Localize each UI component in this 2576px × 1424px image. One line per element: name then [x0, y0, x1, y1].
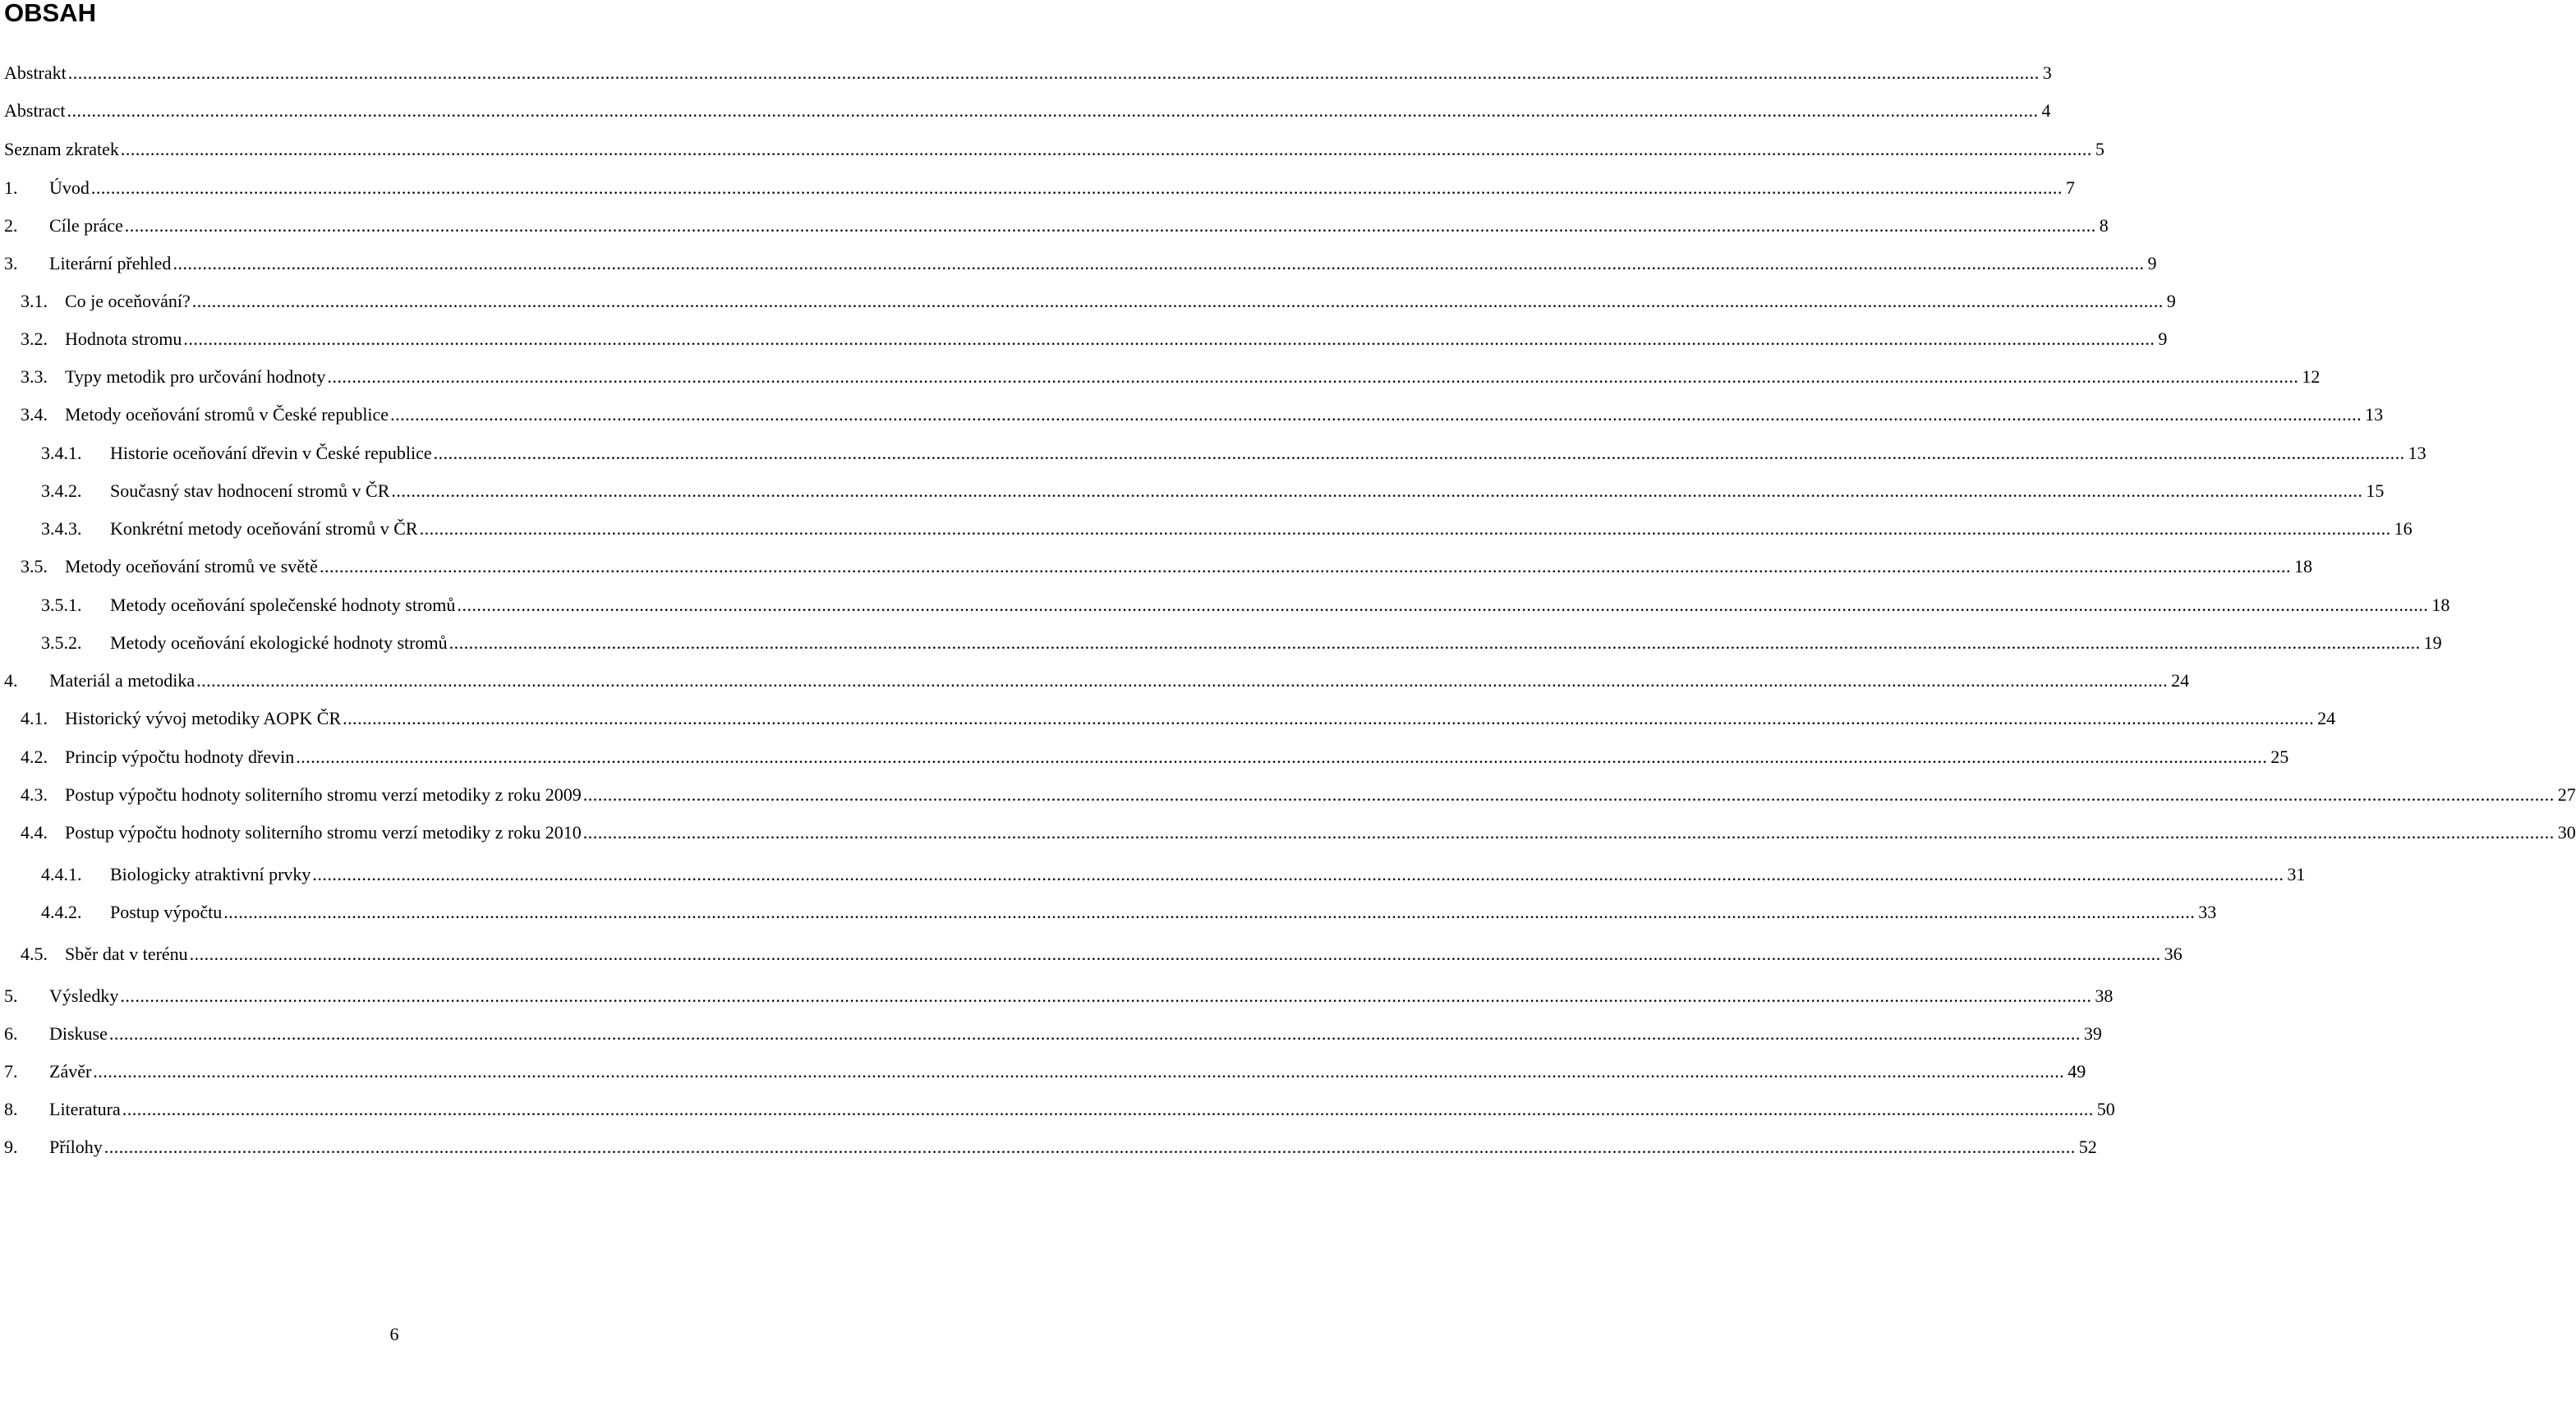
- toc-entry[interactable]: [21, 553, 2312, 581]
- toc-entry-page: 30: [2557, 822, 2576, 843]
- toc-entry-title: Metody oceňování společenské hodnoty stromů: [110, 595, 456, 615]
- toc-entry-page: 39: [2083, 1023, 2102, 1044]
- toc-entry-title: Hodnota stromu: [65, 328, 182, 349]
- toc-entry-page: 4: [2041, 100, 2051, 121]
- toc-dot-leader: ................................................................................................................................................................................................................................................................................................................................................................................................................: [327, 366, 2299, 387]
- toc-dot-leader: ................................................................................................................................................................................................................................................................................................................................................................................................................: [457, 595, 2429, 615]
- toc-entry-number: 4.5.: [21, 944, 48, 964]
- toc-entry-title: Literární přehled: [49, 253, 172, 273]
- toc-entry-page: 24: [2171, 670, 2190, 691]
- toc-entry-title: Seznam zkratek: [4, 139, 119, 159]
- toc-entry-title: Literatura: [49, 1099, 121, 1119]
- toc-entry-number: 3.2.: [21, 328, 48, 349]
- toc-entry-number: 4.2.: [21, 746, 48, 767]
- toc-dot-leader: ................................................................................................................................................................................................................................................................................................................................................................................................................: [120, 139, 2092, 159]
- toc-entry-page: 33: [2198, 902, 2217, 922]
- toc-dot-leader: ................................................................................................................................................................................................................................................................................................................................................................................................................: [67, 62, 2040, 83]
- toc-entry[interactable]: [4, 174, 2075, 202]
- toc-entry[interactable]: [41, 439, 2426, 467]
- toc-entry[interactable]: [21, 287, 2176, 315]
- toc-entry-title: Abstrakt: [4, 62, 67, 83]
- toc-dot-leader: ................................................................................................................................................................................................................................................................................................................................................................................................................: [390, 404, 2362, 425]
- toc-entry[interactable]: [41, 898, 2217, 926]
- toc-entry[interactable]: [4, 250, 2157, 278]
- toc-entry-title: Současný stav hodnocení stromů v ČR: [110, 480, 390, 501]
- toc-dot-leader: ................................................................................................................................................................................................................................................................................................................................................................................................................: [196, 670, 2169, 691]
- toc-dot-leader: ................................................................................................................................................................................................................................................................................................................................................................................................................: [191, 291, 2164, 311]
- toc-dot-leader: ................................................................................................................................................................................................................................................................................................................................................................................................................: [120, 985, 2092, 1006]
- toc-entry-page: 36: [2164, 944, 2183, 964]
- toc-dot-leader: ................................................................................................................................................................................................................................................................................................................................................................................................................: [67, 100, 2039, 121]
- toc-entry[interactable]: [41, 515, 2413, 543]
- toc-dot-leader: ................................................................................................................................................................................................................................................................................................................................................................................................................: [124, 215, 2096, 236]
- toc-entry-page: 49: [2068, 1061, 2086, 1082]
- toc-dot-leader: ................................................................................................................................................................................................................................................................................................................................................................................................................: [223, 902, 2196, 922]
- toc-entry-page: 50: [2096, 1099, 2115, 1119]
- toc-entry-title: Co je oceňování?: [65, 291, 191, 311]
- toc-entry-title: Přílohy: [49, 1137, 103, 1157]
- toc-entry-page: 27: [2557, 784, 2576, 805]
- toc-entry-page: 15: [2366, 480, 2385, 501]
- toc-entry-number: 4.4.1.: [41, 864, 82, 884]
- toc-entry-title: Biologicky atraktivní prvky: [110, 864, 311, 884]
- toc-entry-title: Konkrétní metody oceňování stromů v ČR: [110, 518, 418, 539]
- toc-entry-title: Postup výpočtu hodnoty soliterního stromu verzí metodiky z roku 2009: [65, 784, 582, 805]
- toc-entry[interactable]: [21, 325, 2168, 353]
- toc-entry-page: 24: [2317, 708, 2336, 728]
- toc-entry-title: Metody oceňování stromů ve světě: [65, 556, 318, 576]
- toc-entry-number: 4.3.: [21, 784, 48, 805]
- toc-entry-title: Metody oceňování stromů v České republice: [65, 404, 389, 425]
- toc-entry-title: Úvod: [49, 177, 90, 198]
- toc-entry-page: 16: [2394, 518, 2413, 539]
- toc-dot-leader: ................................................................................................................................................................................................................................................................................................................................................................................................................: [93, 1061, 2065, 1082]
- toc-entry-number: 3.4.: [21, 404, 48, 425]
- toc-entry-number: 7.: [4, 1061, 18, 1082]
- toc-entry[interactable]: [41, 591, 2450, 619]
- toc-dot-leader: ................................................................................................................................................................................................................................................................................................................................................................................................................: [104, 1137, 2076, 1157]
- toc-entry[interactable]: [21, 781, 2576, 809]
- toc-entry[interactable]: [4, 1020, 2102, 1048]
- toc-entry-number: 3.4.2.: [41, 480, 82, 501]
- toc-entry-number: 4.4.2.: [41, 902, 82, 922]
- toc-entry[interactable]: [4, 97, 2051, 125]
- toc-entry-title: Diskuse: [49, 1023, 108, 1044]
- toc-entry[interactable]: [21, 401, 2384, 429]
- toc-entry[interactable]: [21, 743, 2289, 771]
- toc-entry-page: 7: [2065, 177, 2075, 198]
- toc-dot-leader: ................................................................................................................................................................................................................................................................................................................................................................................................................: [433, 443, 2405, 463]
- toc-entry-number: 9.: [4, 1137, 18, 1157]
- toc-entry-title: Materiál a metodika: [49, 670, 196, 691]
- toc-entry[interactable]: [21, 819, 2576, 847]
- toc-dot-leader: ................................................................................................................................................................................................................................................................................................................................................................................................................: [319, 556, 2291, 576]
- toc-entry[interactable]: [4, 1133, 2097, 1161]
- toc-entry-page: 5: [2095, 139, 2104, 159]
- toc-entry[interactable]: [4, 1096, 2115, 1123]
- toc-entry-title: Postup výpočtu hodnoty soliterního stromu verzí metodiky z roku 2010: [65, 822, 582, 843]
- toc-dot-leader: ................................................................................................................................................................................................................................................................................................................................................................................................................: [419, 518, 2391, 539]
- toc-entry-page: 19: [2423, 632, 2442, 653]
- toc-dot-leader: ................................................................................................................................................................................................................................................................................................................................................................................................................: [296, 746, 2268, 767]
- toc-entry-number: 5.: [4, 985, 18, 1006]
- toc-entry[interactable]: [4, 667, 2190, 695]
- toc-dot-leader: ................................................................................................................................................................................................................................................................................................................................................................................................................: [90, 177, 2063, 198]
- toc-entry-page: 38: [2095, 985, 2114, 1006]
- page-title: OBSAH: [4, 0, 96, 27]
- toc-entry-page: 25: [2270, 746, 2289, 767]
- toc-entry-title: Postup výpočtu: [110, 902, 223, 922]
- toc-dot-leader: ................................................................................................................................................................................................................................................................................................................................................................................................................: [172, 253, 2145, 273]
- toc-entry-page: 13: [2365, 404, 2384, 425]
- toc-entry-title: Princip výpočtu hodnoty dřevin: [65, 746, 295, 767]
- toc-entry[interactable]: [4, 136, 2104, 163]
- toc-dot-leader: ................................................................................................................................................................................................................................................................................................................................................................................................................: [312, 864, 2284, 884]
- toc-entry-page: 12: [2302, 366, 2321, 387]
- toc-entry-number: 3.1.: [21, 291, 48, 311]
- toc-entry-number: 1.: [4, 177, 18, 198]
- toc-dot-leader: ................................................................................................................................................................................................................................................................................................................................................................................................................: [183, 328, 2155, 349]
- toc-entry-title: Historický vývoj metodiky AOPK ČR: [65, 708, 342, 728]
- toc-entry-title: Abstract: [4, 100, 66, 121]
- toc-dot-leader: ................................................................................................................................................................................................................................................................................................................................................................................................................: [582, 784, 2555, 805]
- toc-entry[interactable]: [21, 705, 2336, 733]
- toc-entry-number: 8.: [4, 1099, 18, 1119]
- toc-entry-title: Závěr: [49, 1061, 92, 1082]
- toc-entry-number: 4.4.: [21, 822, 48, 843]
- toc-entry-page: 9: [2166, 291, 2176, 311]
- toc-dot-leader: ................................................................................................................................................................................................................................................................................................................................................................................................................: [343, 708, 2315, 728]
- toc-entry-number: 6.: [4, 1023, 18, 1044]
- toc-entry-number: 3.5.: [21, 556, 48, 576]
- toc-entry[interactable]: [4, 212, 2109, 240]
- toc-entry-page: 31: [2287, 864, 2306, 884]
- toc-entry-title: Typy metodik pro určování hodnoty: [65, 366, 326, 387]
- toc-dot-leader: ................................................................................................................................................................................................................................................................................................................................................................................................................: [582, 822, 2555, 843]
- toc-entry-page: 52: [2078, 1137, 2097, 1157]
- toc-entry-title: Výsledky: [49, 985, 119, 1006]
- toc-entry-page: 8: [2099, 215, 2109, 236]
- toc-entry-number: 3.5.2.: [41, 632, 82, 653]
- toc-entry-page: 9: [2158, 328, 2168, 349]
- toc-entry[interactable]: [41, 629, 2442, 657]
- toc-entry-title: Metody oceňování ekologické hodnoty stromů: [110, 632, 448, 653]
- page-number: 6: [389, 1324, 399, 1344]
- toc-entry[interactable]: [41, 477, 2385, 505]
- toc-entry-number: 3.4.3.: [41, 518, 82, 539]
- toc-entry-title: Historie oceňování dřevin v České republice: [110, 443, 432, 463]
- toc-entry[interactable]: [4, 59, 2052, 87]
- toc-dot-leader: ................................................................................................................................................................................................................................................................................................................................................................................................................: [391, 480, 2363, 501]
- toc-dot-leader: ................................................................................................................................................................................................................................................................................................................................................................................................................: [108, 1023, 2081, 1044]
- toc-entry[interactable]: [4, 1058, 2086, 1086]
- toc-entry-number: 4.: [4, 670, 18, 691]
- toc-entry-page: 13: [2408, 443, 2426, 463]
- toc-entry-number: 3.5.1.: [41, 595, 82, 615]
- toc-entry[interactable]: [21, 940, 2183, 968]
- toc-entry-number: 2.: [4, 215, 18, 236]
- toc-entry-number: 3.3.: [21, 366, 48, 387]
- toc-entry-number: 4.1.: [21, 708, 48, 728]
- toc-entry[interactable]: [4, 982, 2114, 1010]
- toc-entry[interactable]: [41, 861, 2306, 889]
- toc-dot-leader: ................................................................................................................................................................................................................................................................................................................................................................................................................: [189, 944, 2161, 964]
- toc-entry-page: 9: [2147, 253, 2157, 273]
- toc-dot-leader: ................................................................................................................................................................................................................................................................................................................................................................................................................: [122, 1099, 2094, 1119]
- toc-entry-title: Sběr dat v terénu: [65, 944, 188, 964]
- toc-entry-page: 3: [2042, 62, 2052, 83]
- toc-entry[interactable]: [21, 363, 2321, 391]
- toc-entry-page: 18: [2293, 556, 2312, 576]
- toc-entry-number: 3.4.1.: [41, 443, 82, 463]
- toc-entry-title: Cíle práce: [49, 215, 123, 236]
- toc-dot-leader: ................................................................................................................................................................................................................................................................................................................................................................................................................: [448, 632, 2421, 653]
- toc-entry-page: 18: [2431, 595, 2450, 615]
- toc-entry-number: 3.: [4, 253, 18, 273]
